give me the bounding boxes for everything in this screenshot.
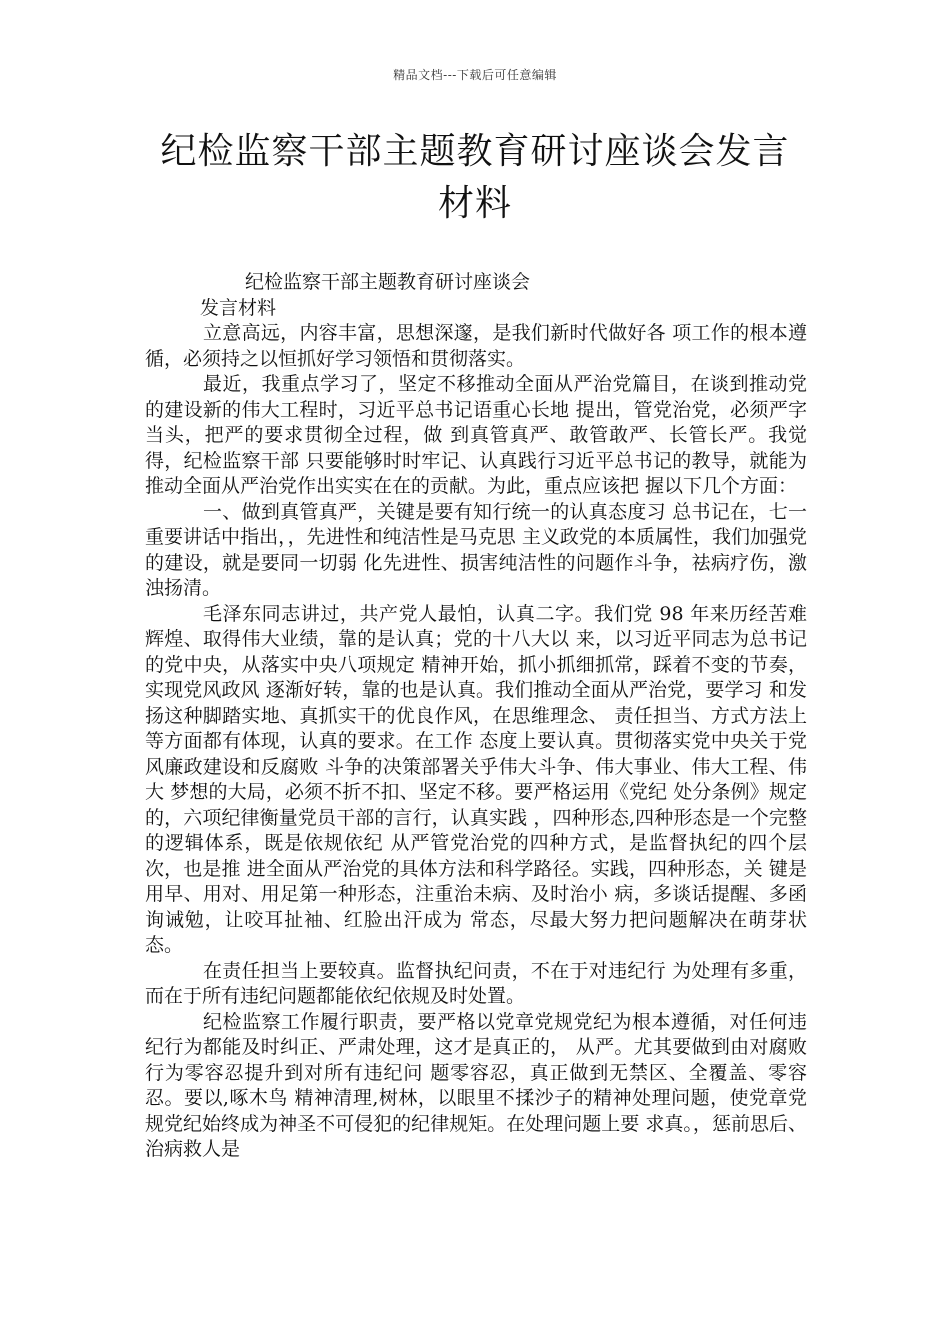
page-header: 精品文档---下载后可任意编辑 xyxy=(393,68,557,82)
paragraph: 纪检监察工作履行职责，要严格以党章党规党纪为根本遵循，对任何违纪行为都能及时纠正、严肃处理，这才是真正的， 从严。尤其要做到由对腐败行为零容忍提升到对所有违纪问 题零容忍，真正做到无禁区、全覆盖、零容忍。要以,啄木鸟 精神清理,树林，以眼里不揉沙子的精神处理问题，使党章党 规党纪始终成为神圣不可侵犯的纪律规矩。在处理问题上要 求真。，惩前思后、治病救人是 xyxy=(145,1010,807,1160)
paragraph: 毛泽东同志讲过，共产党人最怕，认真二字。我们党 98 年来历经苦难辉煌、取得伟大业绩，靠的是认真；党的十八大以 来，以习近平同志为总书记的党中央，从落实中央八项规定 精神开始，抓小抓细抓常，踩着不变的节奏，实现党风政风 逐渐好转，靠的也是认真。我们推动全面从严治党，要学习 和发扬这种脚踏实地、真抓实干的优良作风，在思维理念、 责任担当、方式方法上等方面都有体现，认真的要求。在工作 态度上要认真。贯彻落实党中央关于党风廉政建设和反腐败 斗争的决策部署关乎伟大斗争、伟大事业、伟大工程、伟大 梦想的大局，必须不折不扣、坚定不移。要严格运用《党纪 处分条例》规定的，六项纪律衡量党员干部的言行，认真实践 ，四种形态,四种形态是一个完整的逻辑体系，既是依规依纪 从严管党治党的四种方式，是监督执纪的四个层次，也是推 进全面从严治党的具体方法和科学路径。实践，四种形态，关 键是用早、用对、用足第一种形态，注重治未病、及时治小 病，多谈话提醒、多函询诫勉，让咬耳扯袖、红脸出汗成为 常态，尽最大努力把问题解决在萌芽状态。 xyxy=(145,602,807,956)
paragraph: 一、做到真管真严，关键是要有知行统一的认真态度习 总书记在，七一重要讲话中指出，，先进性和纯洁性是马克思 主义政党的本质属性，我们加强党的建设，就是要同一切弱 化先进性、损害纯洁性的问题作斗争，祛病疗伤，激浊扬清。 xyxy=(145,500,807,599)
document-title: 纪检监察干部主题教育研讨座谈会发言材料 xyxy=(160,131,790,224)
document-subtitle-continued: 发言材料 xyxy=(200,296,277,319)
document-subtitle: 纪检监察干部主题教育研讨座谈会 xyxy=(245,271,531,293)
document-body xyxy=(145,270,807,1163)
paragraph: 最近，我重点学习了，坚定不移推动全面从严治党篇目，在谈到推动党的建设新的伟大工程时，习近平总书记语重心长地 提出，管党治党，必须严字当头，把严的要求贯彻全过程，做 到真管真严、敢管敢严、长管长严。我觉得，纪检监察干部 只要能够时时牢记、认真践行习近平总书记的教导，就能为 推动全面从严治党作出实实在在的贡献。为此，重点应该把 握以下几个方面： xyxy=(145,373,807,497)
paragraph: 立意高远，内容丰富，思想深邃，是我们新时代做好各 项工作的根本遵循，必须持之以恒抓好学习领悟和贯彻落实。 xyxy=(145,322,807,370)
paragraph: 在责任担当上要较真。监督执纪问责，不在于对违纪行 为处理有多重，而在于所有违纪问题都能依纪依规及时处置。 xyxy=(145,959,807,1007)
